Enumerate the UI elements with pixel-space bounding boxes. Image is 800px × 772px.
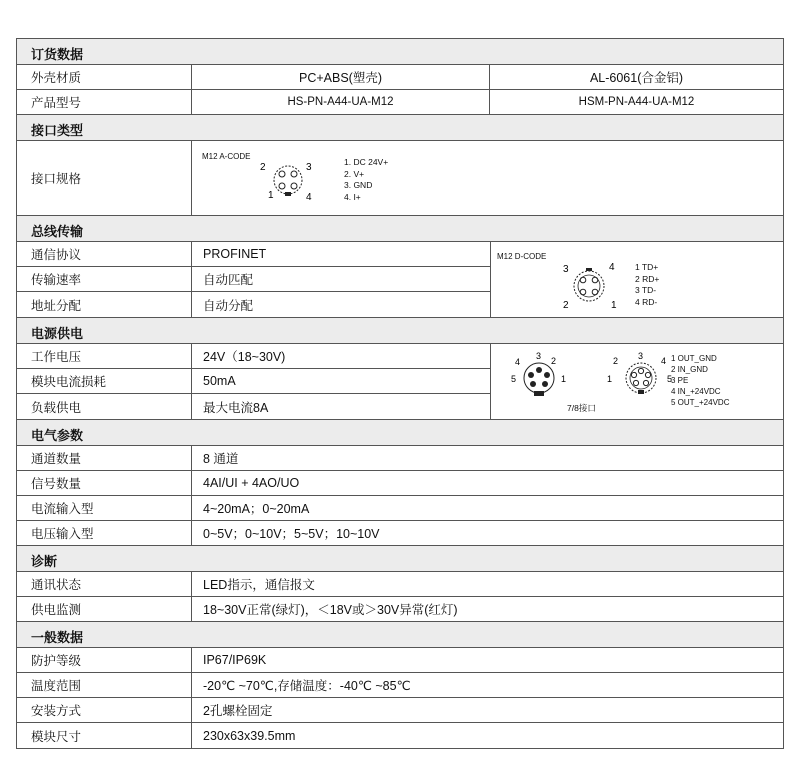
table-row xyxy=(17,65,783,90)
7-8-male-connector-icon xyxy=(505,350,577,402)
svg-text:2: 2 xyxy=(551,356,557,366)
m12-a-code-icon xyxy=(258,156,334,206)
svg-text:5: 5 xyxy=(667,374,673,384)
row-label: 接口规格 xyxy=(17,141,192,215)
connector-title: M12 A-CODE xyxy=(202,152,251,161)
connector-caption: 7/8接口 xyxy=(567,403,596,413)
pin-number: 1 xyxy=(268,190,274,201)
table-row: 安装方式 2孔螺栓固定 xyxy=(17,698,783,723)
svg-text:3: 3 xyxy=(536,351,542,361)
svg-text:1: 1 xyxy=(561,374,567,384)
table-row: 温度范围 -20℃ ~70℃,存储温度：-40℃ ~85℃ xyxy=(17,673,783,698)
row-label: 产品型号 xyxy=(17,90,192,114)
svg-text:2: 2 xyxy=(563,300,569,311)
row-value-plastic: HS-PN-A44-UA-M12 xyxy=(192,90,490,114)
table-row: 负载供电 最大电流8A xyxy=(17,394,490,419)
table-row: 模块尺寸 230x63x39.5mm xyxy=(17,723,783,748)
table-row: 防护等级 IP67/IP69K xyxy=(17,648,783,673)
svg-text:1: 1 xyxy=(611,300,617,311)
svg-text:2: 2 xyxy=(613,356,619,366)
svg-text:4: 4 xyxy=(661,356,667,366)
section-header-diagnosis: 诊断 xyxy=(17,546,783,572)
section-header-general: 一般数据 xyxy=(17,622,783,648)
power-block xyxy=(17,344,783,420)
table-row: 电流输入型 4~20mA；0~20mA xyxy=(17,496,783,521)
table-row: 工作电压 24V（18~30V) xyxy=(17,344,490,369)
row-label: 外壳材质 xyxy=(17,65,192,89)
connector-diagram-7-8 xyxy=(490,344,783,419)
table-row: 模块电流损耗 50mA xyxy=(17,369,490,394)
connector-diagram-d-code xyxy=(490,242,783,317)
connector-title: M12 D-CODE xyxy=(497,252,547,261)
pin-list: 1 OUT_GND 2 IN_GND 3 PE 4 IN_+24VDC 5 OUT_+24VDC xyxy=(671,354,730,407)
svg-text:3: 3 xyxy=(563,264,569,275)
row-value-plastic: PC+ABS(塑壳) xyxy=(192,65,490,89)
svg-text:1: 1 xyxy=(607,374,613,384)
section-header-interface: 接口类型 xyxy=(17,115,783,141)
connector-diagram-a-code xyxy=(192,141,783,215)
pin-list: 1. DC 24V+ 2. V+ 3. GND 4. I+ xyxy=(344,157,389,202)
table-row: 通信协议 PROFINET xyxy=(17,242,490,267)
svg-text:4: 4 xyxy=(609,262,615,273)
svg-text:3: 3 xyxy=(638,351,644,361)
table-row: 电压输入型 0~5V；0~10V；5~5V；10~10V xyxy=(17,521,783,546)
table-row: 供电监测 18~30V正常(绿灯)，＜18V或＞30V异常(红灯) xyxy=(17,597,783,622)
pin-number: 3 xyxy=(306,162,312,173)
pin-number: 2 xyxy=(260,162,266,173)
section-header-power: 电源供电 xyxy=(17,318,783,344)
section-header-bus: 总线传输 xyxy=(17,216,783,242)
table-row: 地址分配 自动分配 xyxy=(17,292,490,317)
table-row: 通讯状态 LED指示，通信报文 xyxy=(17,572,783,597)
spec-table xyxy=(16,38,784,749)
bus-block xyxy=(17,242,783,318)
m12-d-code-icon xyxy=(559,258,623,314)
row-value-aluminium: AL-6061(合金铝) xyxy=(589,71,684,85)
table-row: 通道数量 8 通道 xyxy=(17,446,783,471)
row-value-aluminium: HSM-PN-A44-UA-M12 xyxy=(578,96,695,108)
section-header-electrical: 电气参数 xyxy=(17,420,783,446)
table-row xyxy=(17,90,783,115)
svg-text:5: 5 xyxy=(511,374,517,384)
pin-list: 1 TD+ 2 RD+ 3 TD- 4 RD- xyxy=(635,262,660,307)
svg-text:4: 4 xyxy=(515,357,521,367)
7-8-female-connector-icon xyxy=(605,350,681,402)
table-row: 信号数量 4AI/UI + 4AO/UO xyxy=(17,471,783,496)
section-header-order: 订货数据 xyxy=(17,39,783,65)
table-row: 传输速率 自动匹配 xyxy=(17,267,490,292)
table-row xyxy=(17,141,783,216)
pin-number: 4 xyxy=(306,192,312,203)
